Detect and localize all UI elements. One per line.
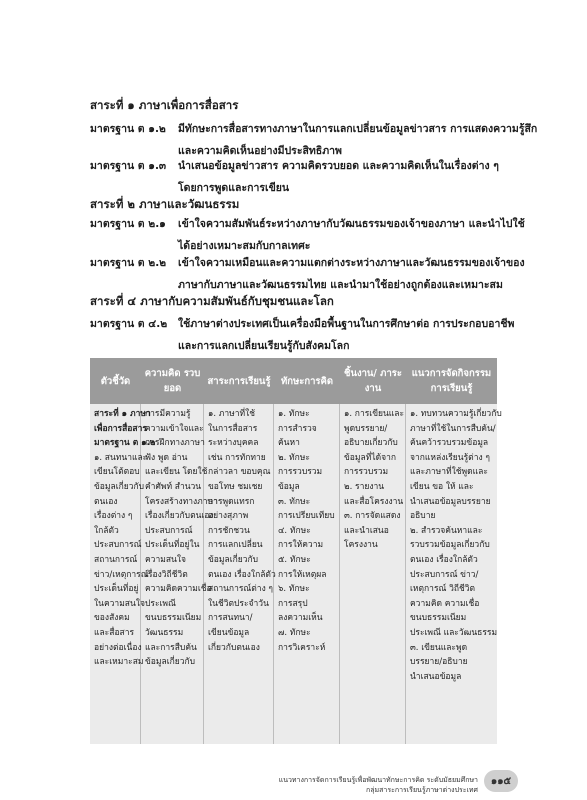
cell-line: ๒. ทักษะ [278, 452, 310, 463]
cell-line: เขียน ขอ ให้ และ [410, 481, 474, 492]
cell-line: ประสบการณ์ [145, 525, 193, 536]
cell-line: และสื่อโครงงาน [344, 496, 404, 507]
footer-book-title: แนวทางการจัดการเรียนรู้เพื่อพัฒนาทักษะการคิด ระดับมัธยมศึกษา [278, 776, 478, 784]
standard-text-continued: โดยการพูดและการเขียน [178, 182, 290, 194]
cell-line: ใกล้ตัว [94, 525, 119, 536]
cell-line: ระหว่างบุคคล [208, 438, 259, 449]
cell-line: ๕. ทักษะ [278, 554, 311, 565]
cell-line: จากแหล่งเรียนรู้ต่าง ๆ [410, 452, 490, 463]
cell-line: ๓. การจัดแสดง [344, 511, 401, 522]
footer-subject: กลุ่มสาระการเรียนรู้ภาษาต่างประเทศ [366, 786, 478, 794]
col-content [204, 404, 274, 744]
cell-line: และการสืบค้น [145, 642, 197, 653]
cell-line: การให้ความ [278, 540, 324, 551]
cell-line: นำเสนอข้อมูลบรรยาย [410, 496, 491, 507]
cell-line: และสื่อสาร [94, 627, 135, 638]
cell-line: ในชีวิตประจำวัน [208, 598, 269, 609]
cell-line: การรวบรวม [344, 467, 389, 478]
cell-line: การเปรียบเทียบ [278, 511, 335, 522]
cell-line: ๑. ภาษาที่ใช้ [208, 409, 256, 419]
cell-line: ตนเอง [94, 496, 118, 507]
cell-line: ในความสนใจ [94, 598, 145, 609]
cell-line: ค้นคว้ารวบรวมข้อมูล [410, 438, 489, 449]
col-thinking-skills [274, 404, 340, 744]
cell-line: ข้อมูล [278, 481, 300, 492]
cell-line: อธิบาย [410, 511, 436, 522]
cell-line: นำเสนอข้อมูล [410, 671, 462, 682]
header-content: สาระการเรียนรู้ [207, 375, 271, 387]
standard-text: มีทักษะการสื่อสารทางภาษาในการแลกเปลี่ยนข้อมูลข่าวสาร การแสดงความรู้สึก [178, 123, 538, 135]
cell-line: ๓. ทักษะ [278, 496, 311, 507]
cell-line: การสรุป [278, 598, 308, 609]
cell-line: โครงงาน [344, 540, 378, 551]
cell-line: ๑. การเขียนและ [344, 409, 405, 419]
cell-line: ๑. ทบทวนความรู้เกี่ยวกับ [410, 409, 502, 419]
cell-line: ประเพณี [145, 598, 176, 609]
cell-line: เกี่ยวกับตนเอง [208, 642, 260, 653]
header-tasks: ชิ้นงาน/ ภาระงาน [344, 368, 402, 394]
cell-line: ๔. ทักษะ [278, 525, 311, 536]
cell-line: การให้เหตุผล [278, 569, 327, 580]
section-heading-4: สาระที่ ๔ ภาษากับความสัมพันธ์กับชุมชนและโลก [90, 294, 334, 308]
cell-line: การรวบรวม [278, 467, 323, 478]
cell-line: การชักชวน [208, 525, 250, 536]
col-concept [141, 404, 218, 744]
cell-line: การมีความรู้ [145, 409, 191, 419]
standard-label: มาตรฐาน ต ๑.๒ [90, 123, 166, 135]
cell-line: ตนเอง เรื่องใกล้ตัว [410, 554, 478, 565]
cell-line: ความคิด ความเชื่อ [410, 598, 480, 609]
standard-label: มาตรฐาน ต ๒.๑ [90, 218, 166, 230]
cell-line: ๓. เขียนและพูด [410, 642, 468, 653]
cell-line: การวิเคราะห์ [278, 642, 326, 653]
cell-line: และเขียน โดยใช้ [145, 467, 208, 478]
cell-line: สาระที่ ๑ ภาษา [94, 409, 151, 419]
cell-line: เรื่องต่าง ๆ [94, 511, 133, 522]
standard-text: เข้าใจความสัมพันธ์ระหว่างภาษากับวัฒนธรรมของเจ้าของภาษา และนำไปใช้ [178, 218, 525, 230]
cell-line: การแลกเปลี่ยน [208, 540, 263, 551]
table-body-row [90, 404, 502, 744]
cell-line: เรื่องเกี่ยวกับตนเอง [145, 511, 214, 522]
cell-line: ฟัง พูด อ่าน [145, 452, 188, 463]
cell-line: สถานการณ์ต่าง ๆ [208, 584, 273, 595]
cell-line: ประเด็นที่อยู่ใน [145, 540, 200, 551]
cell-line: เรื่องวิถีชีวิต [145, 569, 188, 580]
standard-label: มาตรฐาน ต ๑.๓ [90, 160, 167, 172]
standard-text-continued: ภาษากับภาษาและวัฒนธรรมไทย และนำมาใช้อย่างถูกต้องและเหมาะสม [178, 279, 503, 291]
cell-line: ขอโทษ ชมเชย [208, 481, 263, 492]
cell-line: รวบรวมข้อมูลเกี่ยวกับ [410, 540, 490, 551]
cell-line: ประเด็นที่อยู่ [94, 584, 139, 595]
cell-line: ๒. รายงาน [344, 481, 385, 492]
standard-text: นำเสนอข้อมูลข่าวสาร ความคิดรวบยอด และความคิดเห็นในเรื่องต่าง ๆ [178, 160, 499, 172]
cell-line: ข้อมูลที่ได้จาก [344, 452, 397, 463]
cell-line: ความเข้าใจและ [145, 423, 204, 434]
cell-line: ข้อมูลเกี่ยวกับ [145, 657, 196, 668]
cell-line: ประสบการณ์ ข่าว/ [410, 569, 479, 580]
standard-label: มาตรฐาน ต ๔.๒ [90, 318, 168, 330]
cell-line: ๖. ทักษะ [278, 584, 310, 595]
col-indicator [90, 404, 156, 744]
cell-line: เขียนข้อมูล [208, 627, 250, 638]
cell-line: วัฒนธรรม [145, 627, 184, 638]
cell-line: เหตุการณ์ วิถีชีวิต [410, 584, 476, 595]
cell-line: มาตรฐาน ต ๑.๒ [94, 438, 156, 449]
section-heading-1: สาระที่ ๑ ภาษาเพื่อการสื่อสาร [90, 98, 239, 112]
cell-line: กล่าวลา ขอบคุณ [208, 467, 271, 478]
cell-line: ประสบการณ์ [94, 540, 142, 551]
header-indicator: ตัวชี้วัด [100, 375, 131, 387]
cell-line: อย่างต่อเนื่อง [94, 642, 142, 653]
page-footer [258, 775, 478, 795]
standard-t2-1 [90, 213, 525, 257]
cell-line: สถานการณ์ [94, 554, 138, 565]
cell-line: และภาษาที่ใช้พูดและ [410, 467, 488, 478]
header-concept: ความคิด รวบยอด [144, 368, 201, 394]
standard-text-continued: และการแลกเปลี่ยนเรียนรู้กับสังคมโลก [178, 340, 350, 352]
cell-line: ๒. สำรวจค้นหาและ [410, 525, 483, 536]
cell-line: ๗. ทักษะ [278, 627, 311, 638]
standard-text-continued: และความคิดเห็นอย่างมีประสิทธิภาพ [178, 145, 342, 157]
cell-line: และนำเสนอ [344, 525, 389, 536]
cell-line: ประเพณี และวัฒนธรรม [410, 627, 498, 638]
cell-line: ตนเอง เรื่องใกล้ตัว [208, 569, 276, 580]
cell-line: ค้นหา [278, 438, 300, 449]
standard-text: ใช้ภาษาต่างประเทศเป็นเครื่องมือพื้นฐานในการศึกษาต่อ การประกอบอาชีพ [178, 318, 515, 330]
cell-line: ภาษาที่ใช้ในการสืบค้น/ [410, 423, 496, 434]
cell-line: ของสังคม [94, 613, 130, 624]
cell-line: การสนทนา/ [208, 613, 253, 624]
cell-line: คำศัพท์ สำนวน [145, 481, 202, 492]
learning-plan-table [90, 358, 502, 744]
cell-line: ข่าว/เหตุการณ์ [94, 569, 149, 580]
cell-line: การฝึกทางภาษา [145, 438, 205, 449]
section-heading-2: สาระที่ ๒ ภาษาและวัฒนธรรม [90, 197, 240, 211]
cell-line: ความคิดความเชื่อ [145, 584, 212, 595]
cell-line: ในการสื่อสาร [208, 423, 258, 434]
standard-t4-2 [90, 313, 515, 357]
cell-line: การสำรวจ [278, 423, 317, 434]
page-number: ๑๑๕ [484, 770, 518, 792]
standard-text: เข้าใจความเหมือนและความแตกต่างระหว่างภาษาและวัฒนธรรมของเจ้าของ [178, 257, 525, 269]
col-activities [406, 404, 502, 744]
table-header-row [90, 358, 497, 404]
standard-text-continued: ได้อย่างเหมาะสมกับกาลเทศะ [178, 240, 311, 252]
cell-line: โครงสร้างทางภาษา [145, 496, 218, 507]
cell-line: เช่น การทักทาย [208, 452, 266, 463]
cell-line: อธิบายเกี่ยวกับ [344, 438, 398, 449]
cell-line: ๑. สนทนาและ [94, 452, 148, 463]
standard-label: มาตรฐาน ต ๒.๒ [90, 257, 167, 269]
cell-line: อย่างสุภาพ [208, 511, 249, 522]
cell-line: ข้อมูลเกี่ยวกับ [94, 481, 145, 492]
cell-line: ลงความเห็น [278, 613, 323, 624]
cell-line: พูดบรรยาย/ [344, 423, 388, 434]
cell-line: เพื่อการสื่อสาร [94, 423, 147, 434]
cell-line: ความสนใจ [145, 554, 186, 565]
cell-line: บรรยาย/อธิบาย [410, 657, 468, 668]
cell-line: การพูดแทรก [208, 496, 255, 507]
col-tasks [340, 404, 406, 744]
header-activities: แนวการจัดกิจกรรม การเรียนรู้ [411, 368, 492, 394]
cell-line: ขนบธรรมเนียม [145, 613, 202, 624]
cell-line: ข้อมูลเกี่ยวกับ [208, 554, 259, 565]
cell-line: ขนบธรรมเนียม [410, 613, 467, 624]
cell-line: ๑. ทักษะ [278, 409, 310, 419]
header-thinking-skills: ทักษะการคิด [280, 375, 334, 387]
cell-line: เขียนโต้ตอบ [94, 467, 140, 478]
cell-line: และเหมาะสม [94, 657, 144, 668]
